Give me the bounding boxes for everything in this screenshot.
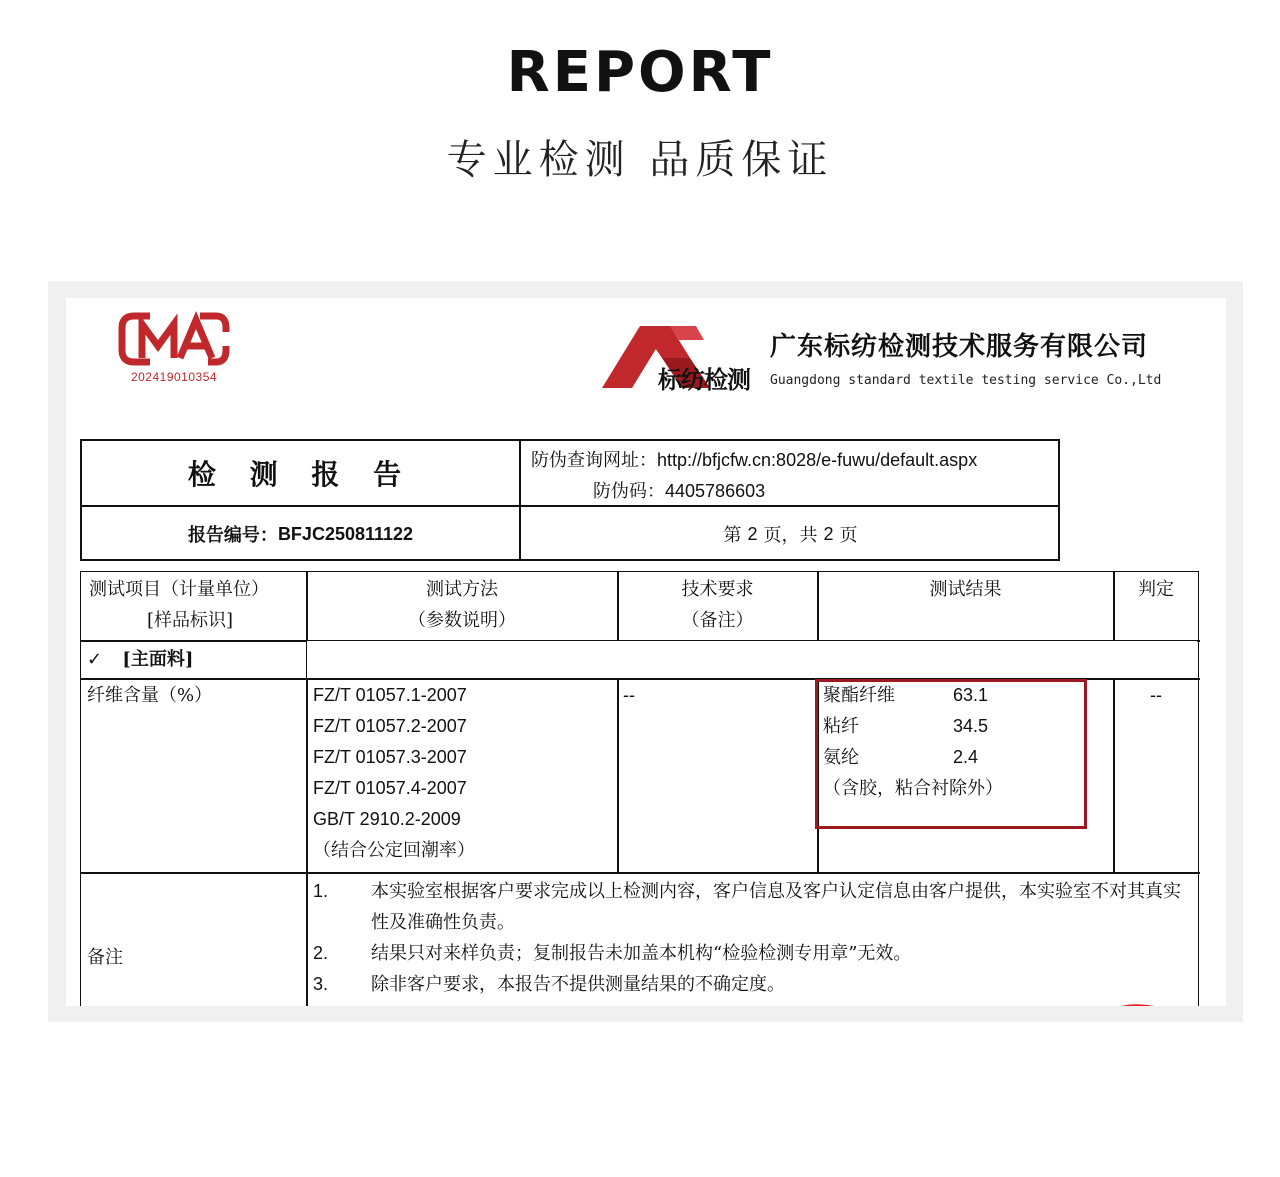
result-highlight-box	[815, 679, 1087, 829]
verification-info	[521, 445, 1061, 505]
header-requirement: 技术要求 （备注）	[681, 579, 754, 631]
remarks-list	[313, 876, 1197, 1000]
company-name-cn: 广东标纺检测技术服务有限公司	[770, 332, 1149, 362]
cma-logo	[116, 310, 232, 384]
result-note: （含胶，粘合衬除外）	[823, 778, 1003, 799]
remark-item: 2. 结果只对来样负责；复制报告未加盖本机构“检验检测专用章”无效。	[313, 943, 912, 964]
cma-number: 202419010354	[130, 370, 218, 384]
method-standard: GB/T 2910.2-2009	[313, 809, 461, 829]
verify-url-label: 防伪查询网址：	[531, 450, 657, 471]
method-standard: FZ/T 01057.2-2007	[313, 716, 467, 736]
header-test-item: 测试项目（计量单位） [样品标识]	[89, 579, 269, 631]
remark-item: 1. 本实验室根据客户要求完成以上检测内容，客户信息及客户认定信息由客户提供，本实验室不对其真实性及准确性负责。	[313, 881, 1181, 933]
report-title: 检 测 报 告	[187, 458, 414, 491]
verify-url[interactable]: http://bfjcfw.cn:8028/e-fuwu/default.aspx	[657, 450, 978, 470]
report-number-value: BFJC250811122	[277, 523, 414, 544]
verdict-value: --	[1150, 685, 1162, 705]
remark-item: 3. 除非客户要求，本报告不提供测量结果的不确定度。	[313, 974, 785, 995]
report-header-table	[80, 439, 1060, 561]
page-total: 2	[823, 523, 834, 544]
report-number: 报告编号： BFJC250811122	[187, 523, 414, 546]
method-standard: FZ/T 01057.1-2007	[313, 685, 467, 705]
section-main-fabric	[87, 644, 487, 675]
method-standard: FZ/T 01057.3-2007	[313, 747, 467, 767]
method-list	[313, 680, 613, 866]
header-result: 测试结果	[929, 579, 1002, 600]
result-row: 聚酯纤维 63.1	[823, 685, 989, 706]
requirement-value: --	[623, 685, 635, 705]
page-current: 2	[747, 523, 758, 544]
section-label: [主面料]	[122, 649, 194, 670]
result-row: 粘纤 34.5	[823, 716, 989, 737]
item-fiber-content: 纤维含量（%）	[87, 685, 213, 706]
anti-fake-code-label: 防伪码：	[593, 481, 665, 502]
svg-text:标纺检测: 标纺检测	[658, 366, 750, 393]
result-row: 氨纶 2.4	[823, 747, 979, 768]
check-icon: ✓	[87, 649, 103, 670]
header-test-method: 测试方法 （参数说明）	[408, 579, 516, 631]
header-verdict: 判定	[1138, 579, 1174, 600]
page-info: 第 2 页，共 2 页	[723, 523, 858, 546]
method-note: （结合公定回潮率）	[313, 840, 475, 861]
cma-mark-icon	[116, 310, 232, 368]
brand-logo-icon	[600, 318, 760, 393]
anti-fake-code: 4405786603	[665, 481, 766, 501]
report-paper	[66, 298, 1226, 1006]
stamp-edge-icon	[1096, 998, 1176, 1006]
page-subtitle: 专业检测 品质保证	[446, 137, 834, 183]
brand-logo	[600, 318, 760, 393]
page-title: REPORT	[506, 40, 774, 105]
remarks-label: 备注	[87, 947, 123, 968]
method-standard: FZ/T 01057.4-2007	[313, 778, 467, 798]
company-name-en: Guangdong standard textile testing service Co.,Ltd	[770, 373, 1162, 388]
